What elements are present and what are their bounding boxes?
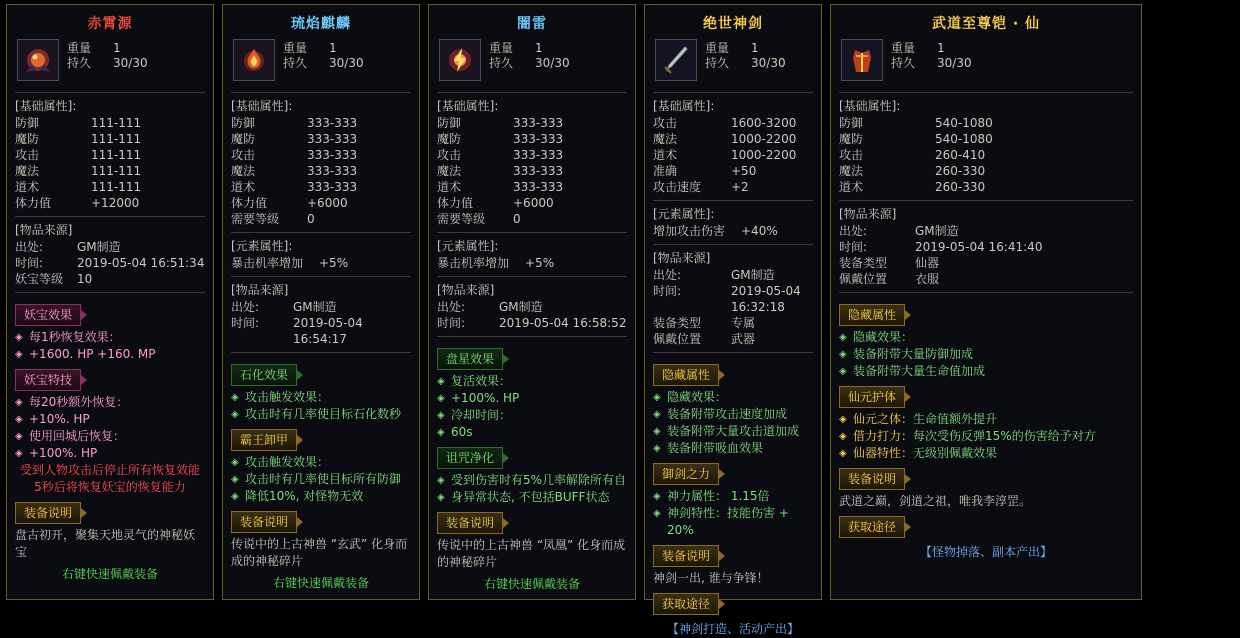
sword-icon (655, 39, 697, 81)
section-sword-power: ◈ 神力属性： 1.15倍 ◈ 神剑特性：技能伤害 + 20% (653, 489, 789, 537)
diamond-icon: ◈ (15, 431, 23, 442)
divider (437, 92, 627, 93)
section-armor-strip: ◈ 攻击触发效果： ◈ 攻击时有几率使目标所有防御 ◈ 降低10%, 对怪物无效 (231, 455, 402, 503)
immortal-line-3-value: 无级别佩戴效果 (913, 446, 998, 460)
item-tooltip-chixiaoyuan (6, 4, 214, 600)
source-info: 出处: GM制造 时间: 2019-05-04 16:41:40 装备类型 仙器 佩戴位置 衣服 (839, 224, 1043, 286)
diamond-icon: ◈ (231, 457, 239, 468)
immortal-line-2-label: 借力打力： (853, 429, 914, 443)
divider (15, 292, 205, 293)
immortal-line-3-label: 仙器特性： (853, 446, 914, 460)
element-attributes: 暴击机率增加 +5% (231, 256, 349, 270)
divider (437, 276, 627, 277)
item-weight: 重量 1 (891, 41, 945, 55)
source-label: [物品来源] (231, 283, 289, 297)
source-label: [物品来源] (15, 223, 73, 237)
diamond-icon: ◈ (15, 448, 23, 459)
base-attributes: 防御 540-1080 魔防 540-1080 攻击 260-410 魔法 260-330 道术 260-330 (839, 116, 993, 194)
element-attributes-label: [元素属性]: (231, 239, 293, 253)
source-info: 出处: GM制造 时间: 2019-05-04 16:51:34 妖宝等级 10 (15, 240, 205, 286)
divider (15, 216, 205, 217)
element-attributes: 增加攻击伤害 +40% (653, 224, 778, 238)
item-header (15, 37, 205, 87)
section-petrify: ◈ 攻击触发效果： ◈ 攻击时有几率使目标石化数秒 (231, 390, 402, 421)
diamond-icon: ◈ (15, 414, 23, 425)
section-tag-equip-desc: 装备说明 (839, 468, 905, 490)
item-tooltip-wudaozhizunkai (830, 4, 1142, 600)
item-durability: 持久 30/30 (705, 56, 786, 70)
section-revive: ◈ 复活效果： ◈ +100%. HP ◈ 冷却时间： ◈ 60s (437, 374, 520, 439)
divider (437, 336, 627, 337)
immortal-line-2-value: 每次受伤反弹15%的伤害给予对方 (913, 429, 1096, 443)
page-title: 绝世神剑 (703, 16, 763, 32)
section-hidden-attr: ◈ 隐藏效果： ◈ 装备附带大量防御加成 ◈ 装备附带大量生命值加成 (839, 330, 986, 378)
base-attributes-label: [基础属性]: (437, 99, 499, 113)
section-tag-armor-strip: 霸王卸甲 (231, 429, 297, 451)
warning-line-1: 受到人物攻击后停止所有恢复效能 (19, 463, 200, 477)
thunder-orb-icon (439, 39, 481, 81)
divider (839, 292, 1133, 293)
divider (231, 232, 411, 233)
diamond-icon: ◈ (653, 443, 661, 454)
immortal-line-1-value: 生命值额外提升 (913, 412, 998, 426)
section-curse-purify: ◈ 受到伤害时有5%几率解除所有自 ◈ 身异常状态, 不包括BUFF状态 (437, 473, 627, 504)
obtain-source-text: 【怪物掉落、副本产出】 (919, 545, 1052, 559)
diamond-icon: ◈ (653, 508, 661, 519)
base-attributes: 防御 111-111 魔防 111-111 攻击 111-111 魔法 111-111 道术 111-111 体力值 +12000 (15, 116, 142, 210)
diamond-icon: ◈ (231, 491, 239, 502)
section-tag-curse-purify: 诅咒净化 (437, 447, 503, 469)
diamond-icon: ◈ (653, 491, 661, 502)
diamond-icon: ◈ (839, 332, 847, 343)
warning-line-2: 5秒后将恢复妖宝的恢复能力 (34, 480, 186, 494)
diamond-icon: ◈ (437, 376, 445, 387)
diamond-icon: ◈ (839, 349, 847, 360)
divider (839, 92, 1133, 93)
source-label: [物品来源] (437, 283, 495, 297)
item-durability: 持久 30/30 (283, 56, 364, 70)
diamond-icon: ◈ (653, 409, 661, 420)
element-attributes: 暴击机率增加 +5% (437, 256, 555, 270)
section-yaobao-effect: ◈ 每1秒恢复效果： ◈ +1600. HP +160. MP (15, 330, 156, 361)
flame-orb-icon (233, 39, 275, 81)
diamond-icon: ◈ (437, 475, 445, 486)
section-tag-hidden-attr: 隐藏属性 (653, 364, 719, 386)
section-tag-yaobao-effect: 妖宝效果 (15, 304, 81, 326)
divider (231, 276, 411, 277)
item-durability: 持久 30/30 (67, 56, 148, 70)
section-immortal-body (839, 411, 1133, 462)
equip-description: 盘古初开，聚集天地灵气的神秘妖宝 (15, 528, 196, 559)
source-info: 出处: GM制造 时间: 2019-05-04 16:32:18 装备类型 专属 佩戴位置 武器 (653, 268, 801, 346)
armor-icon (841, 39, 883, 81)
diamond-icon: ◈ (437, 410, 445, 421)
item-header (437, 37, 627, 87)
immortal-line-1-label: 仙元之体： (853, 412, 914, 426)
section-tag-equip-desc: 装备说明 (15, 502, 81, 524)
divider (839, 200, 1133, 201)
page-title: 武道至尊铠 · 仙 (931, 16, 1041, 32)
diamond-icon: ◈ (839, 448, 847, 459)
section-tag-equip-desc: 装备说明 (437, 512, 503, 534)
element-attributes-label: [元素属性]: (437, 239, 499, 253)
divider (653, 200, 813, 201)
page-title: 琉焰麒麟 (291, 16, 351, 32)
section-tag-revive: 盘星效果 (437, 348, 503, 370)
base-attributes-label: [基础属性]: (15, 99, 77, 113)
obtain-source-text: 【神剑打造、活动产出】 (666, 622, 799, 636)
item-tooltip-juexishenjian (644, 4, 822, 636)
diamond-icon: ◈ (15, 397, 23, 408)
divider (437, 232, 627, 233)
equip-description: 武道之巅，剑道之祖，唯我李淳罡。 (839, 494, 1032, 508)
base-attributes-label: [基础属性]: (839, 99, 901, 113)
diamond-icon: ◈ (231, 474, 239, 485)
source-info: 出处: GM制造 时间: 2019-05-04 16:54:17 (231, 300, 363, 346)
source-label: [物品来源] (653, 251, 711, 265)
equip-description: 传说中的上古神兽 “玄武” 化身而成的神秘碎片 (231, 537, 408, 568)
item-weight: 重量 1 (489, 41, 543, 55)
base-attributes: 防御 333-333 魔防 333-333 攻击 333-333 魔法 333-333 道术 333-333 体力值 +6000 需要等级 0 (231, 116, 358, 226)
divider (231, 92, 411, 93)
item-durability: 持久 30/30 (891, 56, 972, 70)
section-tag-equip-desc: 装备说明 (653, 545, 719, 567)
item-header (231, 37, 411, 87)
section-tag-petrify: 石化效果 (231, 364, 297, 386)
section-tag-yaobao-skill: 妖宝特技 (15, 369, 81, 391)
divider (653, 244, 813, 245)
diamond-icon: ◈ (653, 426, 661, 437)
page-title: 赤霄源 (87, 16, 133, 32)
base-attributes-label: [基础属性]: (653, 99, 715, 113)
section-tag-hidden-attr: 隐藏属性 (839, 304, 905, 326)
quick-equip-hint: 右键快速佩戴装备 (61, 567, 158, 581)
base-attributes-label: [基础属性]: (231, 99, 293, 113)
item-weight: 重量 1 (705, 41, 759, 55)
diamond-icon: ◈ (15, 332, 23, 343)
divider (653, 352, 813, 353)
diamond-icon: ◈ (839, 366, 847, 377)
divider (653, 92, 813, 93)
diamond-icon: ◈ (839, 414, 847, 425)
section-tag-immortal-body: 仙元护体 (839, 386, 905, 408)
item-tooltip-anlei (428, 4, 636, 600)
diamond-icon: ◈ (15, 349, 23, 360)
section-hidden-attr: ◈ 隐藏效果： ◈ 装备附带攻击速度加成 ◈ 装备附带大量攻击道加成 ◈ 装备附带吸血效果 (653, 390, 800, 455)
equip-description: 传说中的上古神兽 “凤凰” 化身而成的神秘碎片 (437, 538, 626, 569)
divider (231, 352, 411, 353)
diamond-icon: ◈ (839, 431, 847, 442)
equip-description: 神剑一出, 谁与争锋！ (653, 571, 769, 585)
section-yaobao-skill: ◈ 每20秒额外恢复： ◈ +10%. HP ◈ 使用回城后恢复： ◈ +100%. HP (15, 395, 129, 460)
source-info: 出处: GM制造 时间: 2019-05-04 16:58:52 (437, 300, 627, 330)
base-attributes: 攻击 1600-3200 魔法 1000-2200 道术 1000-2200 准确 +50 攻击速度 +2 (653, 116, 797, 194)
page-title: 闇雷 (517, 16, 547, 32)
item-durability: 持久 30/30 (489, 56, 570, 70)
diamond-icon: ◈ (437, 393, 445, 404)
diamond-icon: ◈ (437, 427, 445, 438)
section-tag-equip-desc: 装备说明 (231, 511, 297, 533)
quick-equip-hint: 右键快速佩戴装备 (483, 577, 580, 591)
quick-equip-hint: 右键快速佩戴装备 (272, 576, 369, 590)
diamond-icon: ◈ (231, 392, 239, 403)
element-attributes-label: [元素属性]: (653, 207, 715, 221)
base-attributes: 防御 333-333 魔防 333-333 攻击 333-333 魔法 333-333 道术 333-333 体力值 +6000 需要等级 0 (437, 116, 564, 226)
item-header (653, 37, 813, 87)
gem-orb-icon (17, 39, 59, 81)
diamond-icon: ◈ (653, 392, 661, 403)
section-tag-obtain: 获取途径 (653, 593, 719, 615)
item-weight: 重量 1 (283, 41, 337, 55)
section-tag-obtain: 获取途径 (839, 516, 905, 538)
diamond-icon: ◈ (231, 409, 239, 420)
item-header (839, 37, 1133, 87)
divider (15, 92, 205, 93)
source-label: [物品来源] (839, 207, 897, 221)
item-weight: 重量 1 (67, 41, 121, 55)
section-tag-sword-power: 御剑之力 (653, 463, 719, 485)
item-tooltip-liuyanqilin (222, 4, 420, 600)
diamond-icon: ◈ (437, 492, 445, 503)
